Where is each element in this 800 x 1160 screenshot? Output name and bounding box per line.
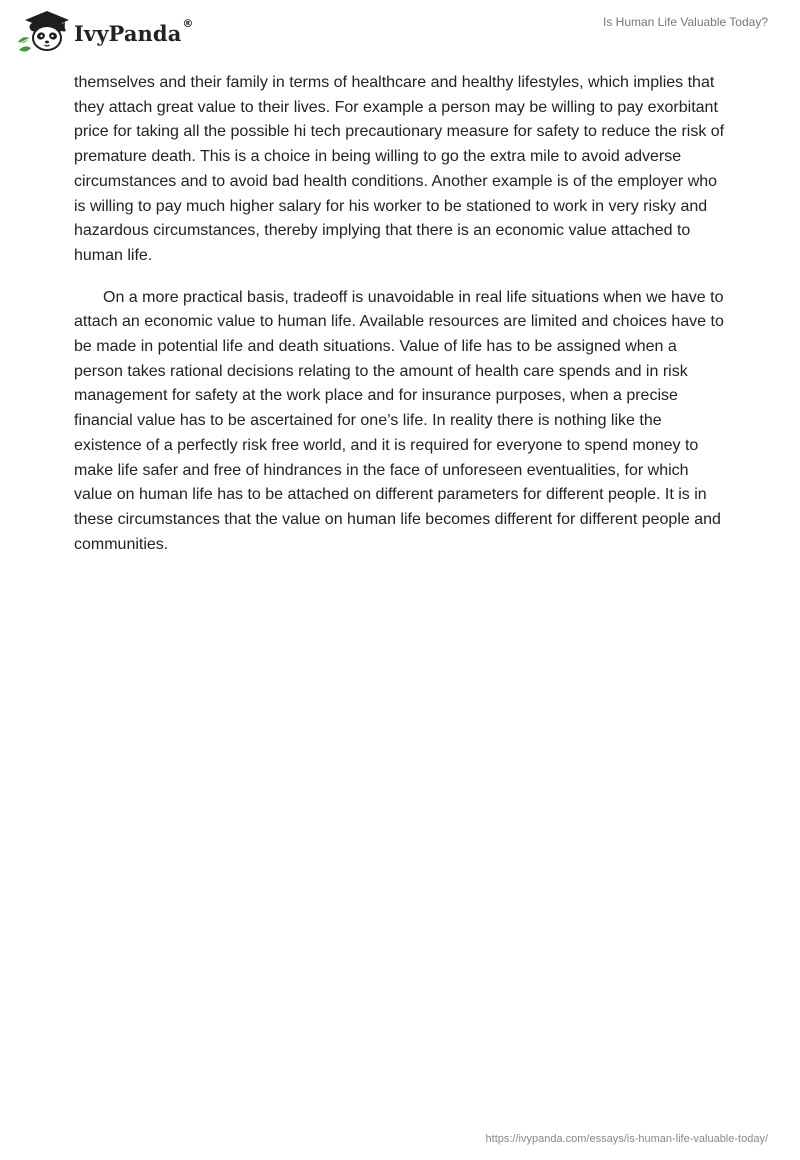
registered-mark: ® [182,16,194,30]
logo-wordmark: IvyPanda® [74,16,194,46]
paragraph-practical-basis: On a more practical basis, tradeoff is unavoidable in real life situations when we have to attach an economic value to human life. Available resources are limited and choices have to be made in potential life and death situations. Value of life has to be assigned when a person takes rational decisions relating to the amount of health care spends and in risk management for safety at the work place and for insurance purposes, when a precise financial value has to be ascertained for one’s life. In reality there is nothing like the existence of a perfectly risk free world, and it is required for everyone to spend money to make life safer and free of hindrances in the face of unforeseen eventualities, for which value on human life has to be attached on different parameters for different people. It is in these circumstances that the value on human life becomes different for different people and communities. [74,288,724,553]
paragraph-continuation: themselves and their family in terms of healthcare and healthy lifestyles, which implies that they attach great value to their lives. For example a person may be willing to pay exorbitant price for taking all the possible hi tech precautionary measure for safety to reduce the risk of premature death. This is a choice in being willing to go the extra mile to avoid adverse circumstances and to avoid bad health conditions. Another example is of the employer who is willing to pay much higher salary for his worker to be stationed to work in very risky and hazardous circumstances, thereby implying that there is an economic value attached to human life. [74,74,725,264]
panda-graduate-icon [14,8,72,54]
document-title: Is Human Life Valuable Today? [603,15,768,29]
source-url[interactable]: https://ivypanda.com/essays/is-human-life-valuable-today/ [485,1133,768,1145]
essay-body [74,71,730,574]
page-header [0,0,800,70]
ivypanda-logo[interactable] [14,8,194,54]
